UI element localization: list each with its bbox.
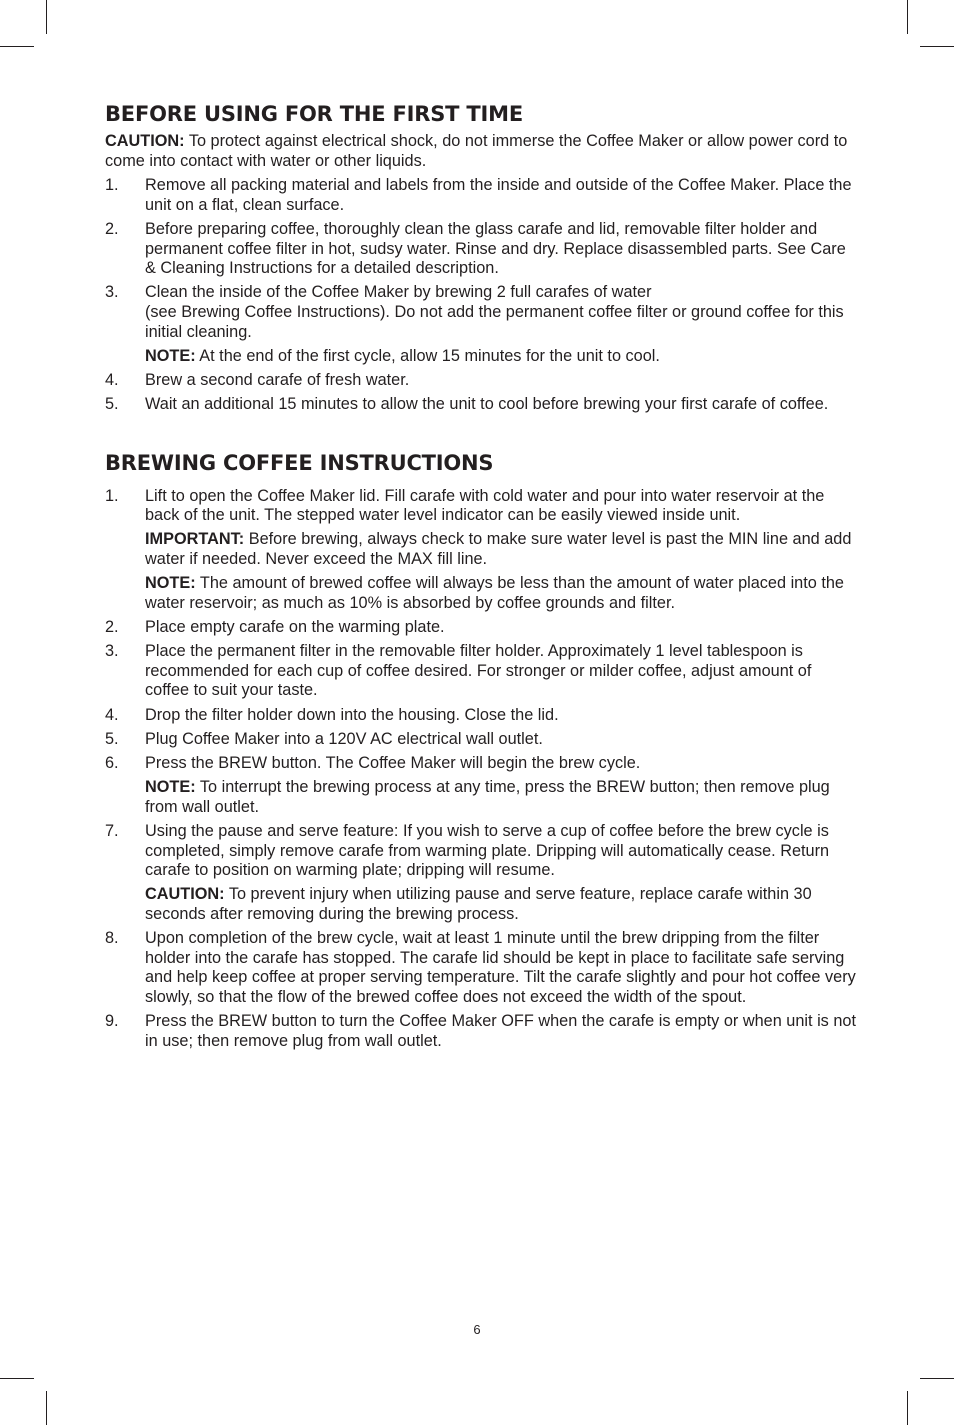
list-item [105,642,857,701]
important-label: IMPORTANT: [145,530,245,549]
list-item [105,822,857,881]
item-text: Wait an additional 15 minutes to allow the unit to cool before brewing your first carafe of coffee. [145,395,829,414]
item-text: Before preparing coffee, thoroughly clean the glass carafe and lid, removable filter holder and permanent coffee filter in hot, sudsy water. Rinse and dry. Replace disassembled parts. See Care & Cleaning Instructions for a detailed description. [145,219,846,278]
crop-mark [0,46,34,47]
note-label: NOTE: [145,346,196,365]
list-item [105,371,857,391]
item-text: Remove all packing material and labels from the inside and outside of the Coffee Maker. Place the unit on a flat, clean surface. [145,176,852,214]
item-number: 4. [105,370,119,389]
crop-mark [920,1378,954,1379]
item-text: Using the pause and serve feature: If you wish to serve a cup of coffee before the brew cycle is completed, simply remove carafe from warming plate. Dripping will automatically cease. Return carafe to position on warming plate; dripping will resume. [145,821,830,880]
caution-label: CAUTION: [145,885,225,904]
item-number: 2. [105,618,119,637]
item-text: Place empty carafe on the warming plate. [145,618,445,637]
item-text: Upon completion of the brew cycle, wait at least 1 minute until the brew dripping from the filter holder into the carafe has stopped. The carafe lid should be kept in place to facilitate safe serving and help keep coffee at proper serving temperature. Tilt the carafe slightly and pour hot coffee very slowly, so that the flow of the brewed coffee does not exceed the width of the spout. [145,929,856,1006]
brewing-list [105,487,857,1052]
caution-text: To prevent injury when utilizing pause and serve feature, replace carafe within 30 seconds after removing during the brewing process. [145,885,812,923]
list-item [105,395,857,415]
list-item [105,754,857,774]
item-number: 7. [105,821,119,840]
list-item [105,283,857,342]
item-text: Press the BREW button to turn the Coffee Maker OFF when the carafe is empty or when unit is not in use; then remove plug from wall outlet. [145,1012,856,1050]
item-number: 3. [105,642,119,661]
note-text: At the end of the first cycle, allow 15 minutes for the unit to cool. [195,346,660,365]
item-number: 3. [105,283,119,302]
item-number: 6. [105,753,119,772]
list-item [105,1012,857,1051]
page-number: 6 [473,1322,481,1337]
crop-mark [920,46,954,47]
item-text: Brew a second carafe of fresh water. [145,370,410,389]
item-number: 1. [105,486,119,505]
note-paragraph [105,778,857,817]
note-label: NOTE: [145,574,196,593]
list-item [105,176,857,215]
caution-text: To protect against electrical shock, do not immerse the Coffee Maker or allow power cord to come into contact with water or other liquids. [105,132,848,170]
item-text: Lift to open the Coffee Maker lid. Fill carafe with cold water and pour into water reservoir at the back of the unit. The stepped water level indicator can be easily viewed inside unit. [145,486,825,525]
crop-mark [46,0,47,34]
item-text: Place the permanent filter in the removable filter holder. Approximately 1 level tablespoon is recommended for each cup of coffee desired. For stronger or milder coffee, adjust amount of coffee to suit your taste. [145,642,812,700]
list-item [105,487,857,526]
caution-paragraph [105,885,857,924]
note-label: NOTE: [145,778,196,797]
list-item [105,929,857,1007]
note-paragraph [105,347,857,367]
caution-paragraph [105,132,857,171]
caution-label: CAUTION: [105,132,185,150]
item-number: 2. [105,219,119,238]
item-number: 5. [105,395,119,414]
item-number: 9. [105,1012,119,1031]
first-time-list [105,176,857,415]
section-title-first-time: BEFORE USING FOR THE FIRST TIME [105,102,523,126]
note-paragraph [105,574,857,613]
crop-mark [907,1391,908,1425]
crop-mark [907,0,908,34]
item-text-continued: (see Brewing Coffee Instructions). Do not add the permanent coffee filter or ground coffee for this initial cleaning. [145,302,844,341]
item-number: 1. [105,176,119,195]
section-title-brewing: BREWING COFFEE INSTRUCTIONS [105,450,494,475]
list-item [105,220,857,279]
item-text: Plug Coffee Maker into a 120V AC electrical wall outlet. [145,729,543,748]
item-text: Clean the inside of the Coffee Maker by brewing 2 full carafes of water [145,283,652,302]
item-number: 5. [105,729,119,748]
important-paragraph [105,530,857,569]
crop-mark [0,1378,34,1379]
list-item [105,618,857,638]
item-number: 4. [105,705,119,724]
list-item [105,730,857,750]
item-number: 8. [105,929,119,948]
item-text: Press the BREW button. The Coffee Maker will begin the brew cycle. [145,753,641,772]
crop-mark [46,1391,47,1425]
list-item [105,706,857,726]
page-content [105,100,857,1056]
important-text: Before brewing, always check to make sure water level is past the MIN line and add water if needed. Never exceed the MAX fill line. [145,530,852,569]
note-text: To interrupt the brewing process at any time, press the BREW button; then remove plug from wall outlet. [145,778,830,816]
item-text: Drop the filter holder down into the housing. Close the lid. [145,705,559,724]
note-text: The amount of brewed coffee will always be less than the amount of water placed into the water reservoir; as much as 10% is absorbed by coffee grounds and filter. [145,574,844,612]
